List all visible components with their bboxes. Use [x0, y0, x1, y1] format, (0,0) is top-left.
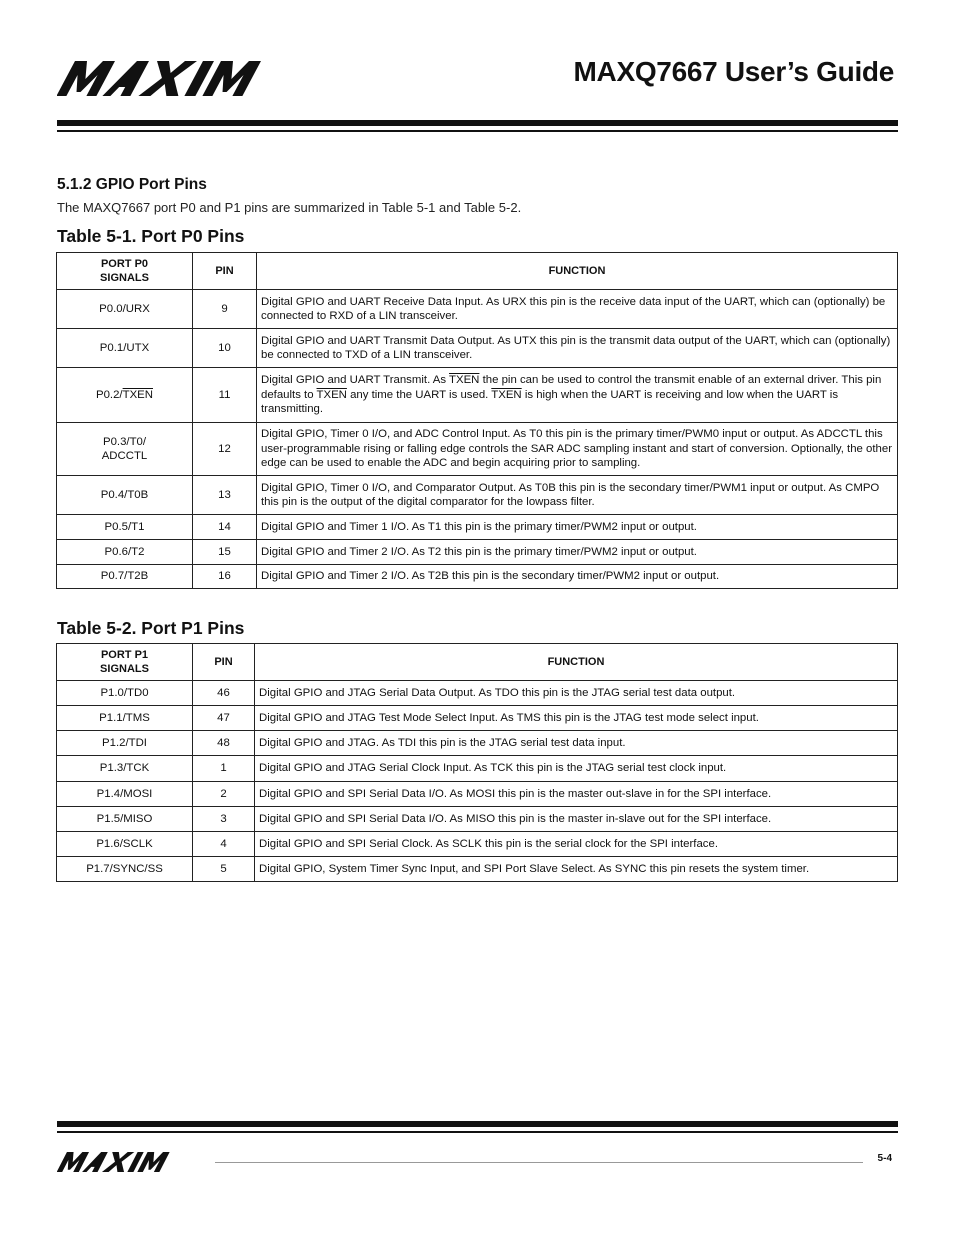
signal-cell: P0.5/T1 [57, 515, 193, 540]
table-row [57, 832, 898, 857]
section-heading: 5.1.2 GPIO Port Pins [57, 176, 207, 193]
pin-cell: 9 [193, 290, 257, 329]
table-row [57, 515, 898, 540]
document-title: MAXQ7667 User’s Guide [573, 56, 894, 87]
footer-rule-thick [57, 1121, 898, 1127]
maxim-logo [57, 61, 325, 96]
signal-cell: P1.3/TCK [57, 756, 193, 782]
function-cell: Digital GPIO, Timer 0 I/O, and Comparator Output. As T0B this pin is the secondary timer/PWM1 input or output. As CMPO this pin is the output of the digital comparator for the lowpass filter. [257, 476, 898, 515]
function-cell: Digital GPIO and SPI Serial Clock. As SCLK this pin is the serial clock for the SPI interface. [255, 832, 898, 857]
function-cell: Digital GPIO and JTAG Serial Clock Input. As TCK this pin is the JTAG serial test clock input. [255, 756, 898, 782]
function-cell: Digital GPIO and UART Transmit. As TXEN the pin can be used to control the transmit enable of an external driver. This pin defaults to TXEN any time the UART is used. TXEN is high when the UART is receiving and low when the UART is transmitting. [257, 368, 898, 423]
pin-cell: 46 [193, 681, 255, 706]
column-header-function: FUNCTION [255, 644, 898, 681]
signal-cell: P0.6/T2 [57, 540, 193, 565]
table-row [57, 368, 898, 423]
pin-cell: 11 [193, 368, 257, 423]
function-cell: Digital GPIO and JTAG Serial Data Output. As TDO this pin is the JTAG serial test data output. [255, 681, 898, 706]
function-cell: Digital GPIO, Timer 0 I/O, and ADC Control Input. As T0 this pin is the primary timer/PWM0 input or output. As ADCCTL this user-programmable rising or falling edge controls the SAR ADC sampling instant and start of conversion. Optionally, the other edge can be used to enable the ADC and begin acquiring prior to sampling. [257, 423, 898, 476]
signal-cell: P1.0/TD0 [57, 681, 193, 706]
table-header-row [57, 644, 898, 681]
table-row [57, 423, 898, 476]
table1-title: Table 5-1. Port P0 Pins [57, 226, 245, 246]
table-row [57, 857, 898, 882]
table-row [57, 540, 898, 565]
table-row [57, 756, 898, 782]
table-row [57, 476, 898, 515]
section-intro-text: The MAXQ7667 port P0 and P1 pins are summarized in Table 5-1 and Table 5-2. [57, 200, 522, 215]
column-header-signals: PORT P0 SIGNALS [57, 253, 193, 290]
function-cell: Digital GPIO, System Timer Sync Input, and SPI Port Slave Select. As SYNC this pin resets the system timer. [255, 857, 898, 882]
function-cell: Digital GPIO and Timer 2 I/O. As T2B this pin is the secondary timer/PWM2 input or output. [257, 565, 898, 589]
pin-cell: 1 [193, 756, 255, 782]
maxim-logo-footer [57, 1152, 205, 1172]
signal-cell: P1.2/TDI [57, 731, 193, 756]
pin-cell: 47 [193, 706, 255, 731]
column-header-signals: PORT P1 SIGNALS [57, 644, 193, 681]
pin-cell: 14 [193, 515, 257, 540]
table-row [57, 807, 898, 832]
signal-cell: P1.6/SCLK [57, 832, 193, 857]
page-number: 5-4 [877, 1153, 892, 1164]
signal-cell: P1.4/MOSI [57, 782, 193, 807]
pin-cell: 15 [193, 540, 257, 565]
table2-title: Table 5-2. Port P1 Pins [57, 618, 245, 638]
table-row [57, 706, 898, 731]
pin-cell: 5 [193, 857, 255, 882]
signal-cell: P1.5/MISO [57, 807, 193, 832]
pin-cell: 10 [193, 329, 257, 368]
signal-cell: P0.4/T0B [57, 476, 193, 515]
table-row [57, 329, 898, 368]
footer-divider [215, 1162, 863, 1163]
port-p1-table [56, 643, 898, 882]
header-rule-thin [57, 130, 898, 132]
signal-cell: P0.7/T2B [57, 565, 193, 589]
signal-cell: P0.2/TXEN [57, 368, 193, 423]
signal-cell: P1.1/TMS [57, 706, 193, 731]
table-row [57, 290, 898, 329]
function-cell: Digital GPIO and Timer 1 I/O. As T1 this pin is the primary timer/PWM2 input or output. [257, 515, 898, 540]
header-rule-thick [57, 120, 898, 126]
table-row [57, 782, 898, 807]
pin-cell: 16 [193, 565, 257, 589]
pin-cell: 3 [193, 807, 255, 832]
pin-cell: 4 [193, 832, 255, 857]
function-cell: Digital GPIO and SPI Serial Data I/O. As MISO this pin is the master in-slave out for the SPI interface. [255, 807, 898, 832]
signal-cell: P0.1/UTX [57, 329, 193, 368]
table-row [57, 565, 898, 589]
signal-cell: P1.7/SYNC/SS [57, 857, 193, 882]
function-cell: Digital GPIO and UART Transmit Data Output. As UTX this pin is the transmit data output of the UART, which can (optionally) be connected to TXD of a LIN transceiver. [257, 329, 898, 368]
column-header-pin: PIN [193, 644, 255, 681]
function-cell: Digital GPIO and JTAG Test Mode Select Input. As TMS this pin is the JTAG test mode select input. [255, 706, 898, 731]
pin-cell: 2 [193, 782, 255, 807]
port-p0-table [56, 252, 898, 589]
column-header-pin: PIN [193, 253, 257, 290]
table-header-row [57, 253, 898, 290]
column-header-function: FUNCTION [257, 253, 898, 290]
table-row [57, 731, 898, 756]
pin-cell: 13 [193, 476, 257, 515]
table-row [57, 681, 898, 706]
footer-rule-thin [57, 1131, 898, 1133]
function-cell: Digital GPIO and JTAG. As TDI this pin is the JTAG serial test data input. [255, 731, 898, 756]
signal-cell: P0.3/T0/ ADCCTL [57, 423, 193, 476]
function-cell: Digital GPIO and Timer 2 I/O. As T2 this pin is the primary timer/PWM2 input or output. [257, 540, 898, 565]
signal-cell: P0.0/URX [57, 290, 193, 329]
pin-cell: 12 [193, 423, 257, 476]
pin-cell: 48 [193, 731, 255, 756]
function-cell: Digital GPIO and UART Receive Data Input. As URX this pin is the receive data input of the UART, which can (optionally) be connected to RXD of a LIN transceiver. [257, 290, 898, 329]
function-cell: Digital GPIO and SPI Serial Data I/O. As MOSI this pin is the master out-slave in for the SPI interface. [255, 782, 898, 807]
